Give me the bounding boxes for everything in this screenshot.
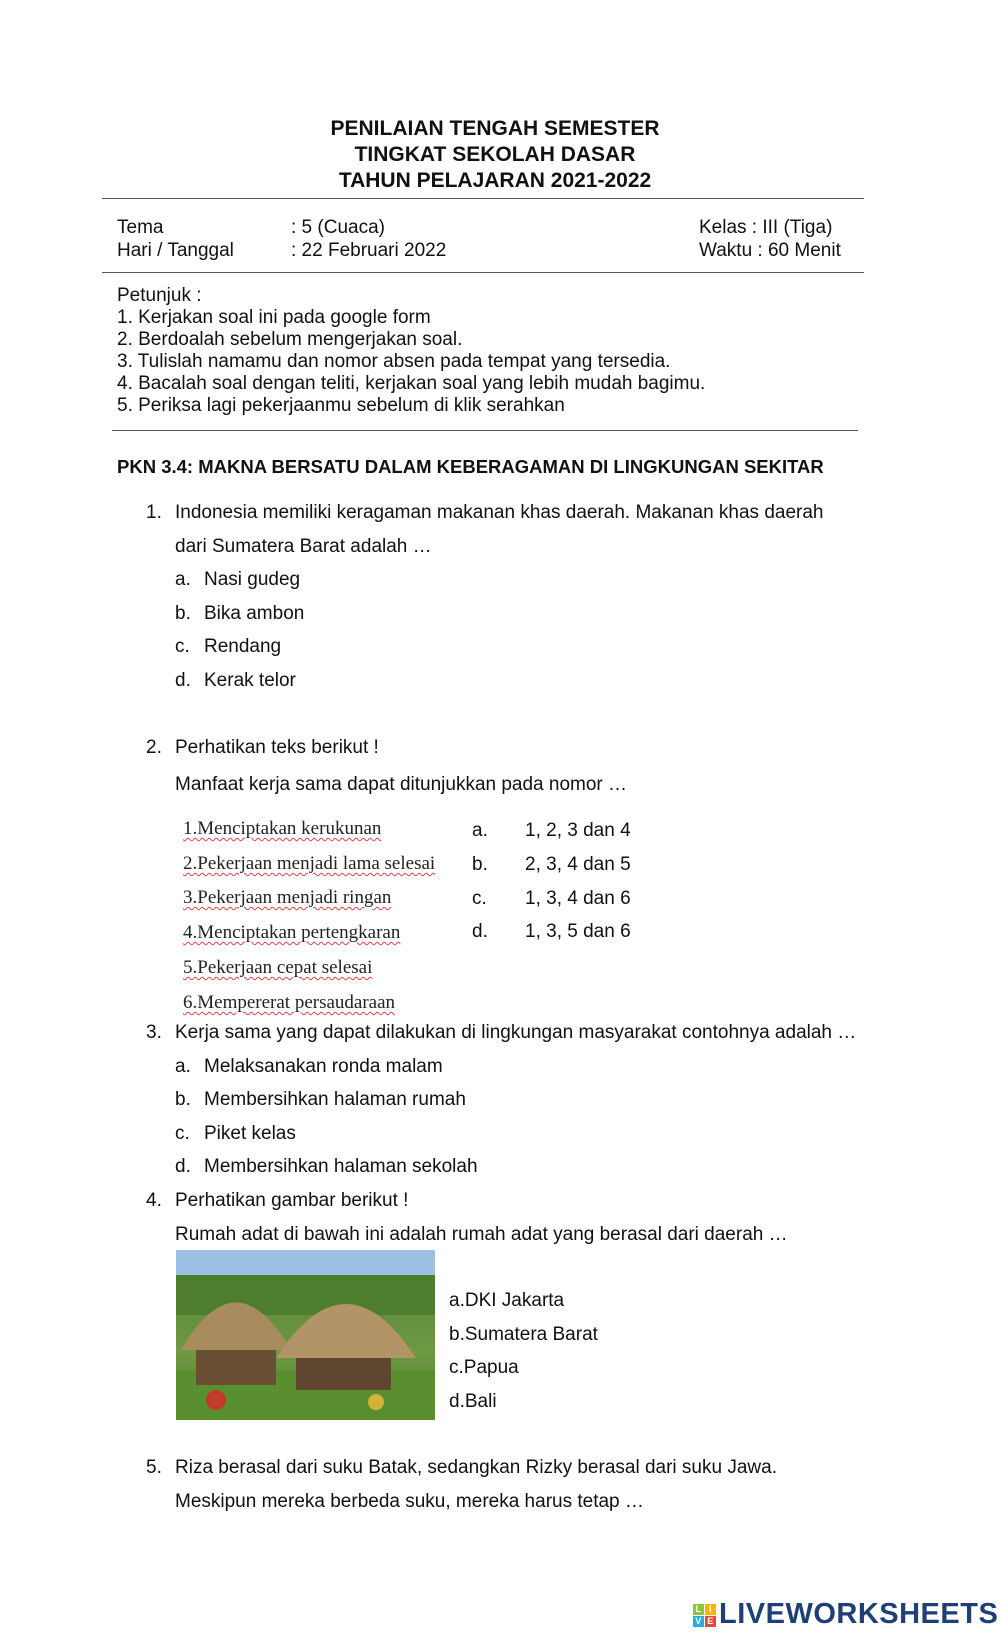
q1-option-d-label: d. xyxy=(175,670,191,691)
q2-option-c[interactable]: 1, 3, 4 dan 6 xyxy=(525,888,631,909)
petunjuk-item: 2. Berdoalah sebelum mengerjakan soal. xyxy=(117,329,463,350)
q3-option-a-label: a. xyxy=(175,1056,191,1077)
waktu: Waktu : 60 Menit xyxy=(699,240,841,261)
q1-text: dari Sumatera Barat adalah … xyxy=(175,536,432,557)
q3-option-c[interactable]: Piket kelas xyxy=(204,1123,296,1144)
q2-list-item: 3.Pekerjaan menjadi ringan xyxy=(183,887,392,908)
q1-option-b[interactable]: Bika ambon xyxy=(204,603,305,624)
title-line-2: TINGKAT SEKOLAH DASAR xyxy=(354,143,636,166)
q5-text: Riza berasal dari suku Batak, sedangkan Rizky berasal dari suku Jawa. xyxy=(175,1457,777,1478)
tema-label: Tema xyxy=(117,217,164,238)
q3-option-d-label: d. xyxy=(175,1156,191,1177)
q1-option-d[interactable]: Kerak telor xyxy=(204,670,296,691)
q2-option-b[interactable]: 2, 3, 4 dan 5 xyxy=(525,854,631,875)
liveworksheets-logo: L I V E LIVEWORKSHEETS xyxy=(693,1598,998,1631)
section-heading: PKN 3.4: MAKNA BERSATU DALAM KEBERAGAMAN DI LINGKUNGAN SEKITAR xyxy=(117,456,824,477)
divider xyxy=(112,430,858,431)
hari-label: Hari / Tanggal xyxy=(117,240,234,261)
q3-option-d[interactable]: Membersihkan halaman sekolah xyxy=(204,1156,478,1177)
divider xyxy=(102,272,864,273)
q1-option-a-label: a. xyxy=(175,569,191,590)
q2-list-item: 1.Menciptakan kerukunan xyxy=(183,818,382,839)
title-line-3: TAHUN PELAJARAN 2021-2022 xyxy=(338,169,652,192)
q1-option-c[interactable]: Rendang xyxy=(204,636,282,657)
q3-number: 3. xyxy=(146,1022,162,1043)
q2-list-item: 6.Mempererat persaudaraan xyxy=(183,992,396,1013)
petunjuk-title: Petunjuk : xyxy=(117,285,202,306)
hari-value: : 22 Februari 2022 xyxy=(291,240,447,261)
q4-text: Rumah adat di bawah ini adalah rumah adat yang berasal dari daerah … xyxy=(175,1224,788,1245)
title-line-1: PENILAIAN TENGAH SEMESTER xyxy=(330,117,660,140)
q4-text: Perhatikan gambar berikut ! xyxy=(175,1190,409,1211)
q2-list-item: 5.Pekerjaan cepat selesai xyxy=(183,957,373,978)
kelas: Kelas : III (Tiga) xyxy=(699,217,833,238)
rumah-adat-honai-photo xyxy=(176,1250,435,1420)
divider xyxy=(102,198,864,199)
live-badge-icon: L I V E xyxy=(693,1604,716,1627)
q4-option-d[interactable]: d.Bali xyxy=(449,1391,497,1412)
q1-option-a[interactable]: Nasi gudeg xyxy=(204,569,301,590)
q1-text: Indonesia memiliki keragaman makanan khas daerah. Makanan khas daerah xyxy=(175,502,824,523)
q4-number: 4. xyxy=(146,1190,162,1211)
q2-option-d-label: d. xyxy=(472,921,488,942)
petunjuk-item: 3. Tulislah namamu dan nomor absen pada tempat yang tersedia. xyxy=(117,351,671,372)
q3-text: Kerja sama yang dapat dilakukan di lingkungan masyarakat contohnya adalah … xyxy=(175,1022,857,1043)
q2-list-item: 4.Menciptakan pertengkaran xyxy=(183,922,401,943)
q4-option-a[interactable]: a.DKI Jakarta xyxy=(449,1290,565,1311)
petunjuk-item: 5. Periksa lagi pekerjaanmu sebelum di klik serahkan xyxy=(117,395,565,416)
q3-option-b-label: b. xyxy=(175,1089,191,1110)
q4-option-b[interactable]: b.Sumatera Barat xyxy=(449,1324,598,1345)
q2-number: 2. xyxy=(146,737,162,758)
q2-text: Perhatikan teks berikut ! xyxy=(175,737,379,758)
q2-list-item: 2.Pekerjaan menjadi lama selesai xyxy=(183,853,436,874)
q2-option-b-label: b. xyxy=(472,854,488,875)
q5-number: 5. xyxy=(146,1457,162,1478)
tema-value: : 5 (Cuaca) xyxy=(291,217,385,238)
q3-option-c-label: c. xyxy=(175,1123,190,1144)
q4-option-c[interactable]: c.Papua xyxy=(449,1357,519,1378)
q2-option-a[interactable]: 1, 2, 3 dan 4 xyxy=(525,820,631,841)
q2-option-a-label: a. xyxy=(472,820,488,841)
q1-option-c-label: c. xyxy=(175,636,190,657)
q5-text: Meskipun mereka berbeda suku, mereka harus tetap … xyxy=(175,1491,644,1512)
petunjuk-item: 4. Bacalah soal dengan teliti, kerjakan soal yang lebih mudah bagimu. xyxy=(117,373,706,394)
q3-option-a[interactable]: Melaksanakan ronda malam xyxy=(204,1056,443,1077)
q1-number: 1. xyxy=(146,502,162,523)
q2-option-d[interactable]: 1, 3, 5 dan 6 xyxy=(525,921,631,942)
q3-option-b[interactable]: Membersihkan halaman rumah xyxy=(204,1089,466,1110)
q1-option-b-label: b. xyxy=(175,603,191,624)
q2-option-c-label: c. xyxy=(472,888,487,909)
petunjuk-item: 1. Kerjakan soal ini pada google form xyxy=(117,307,431,328)
q2-text: Manfaat kerja sama dapat ditunjukkan pada nomor … xyxy=(175,774,628,795)
